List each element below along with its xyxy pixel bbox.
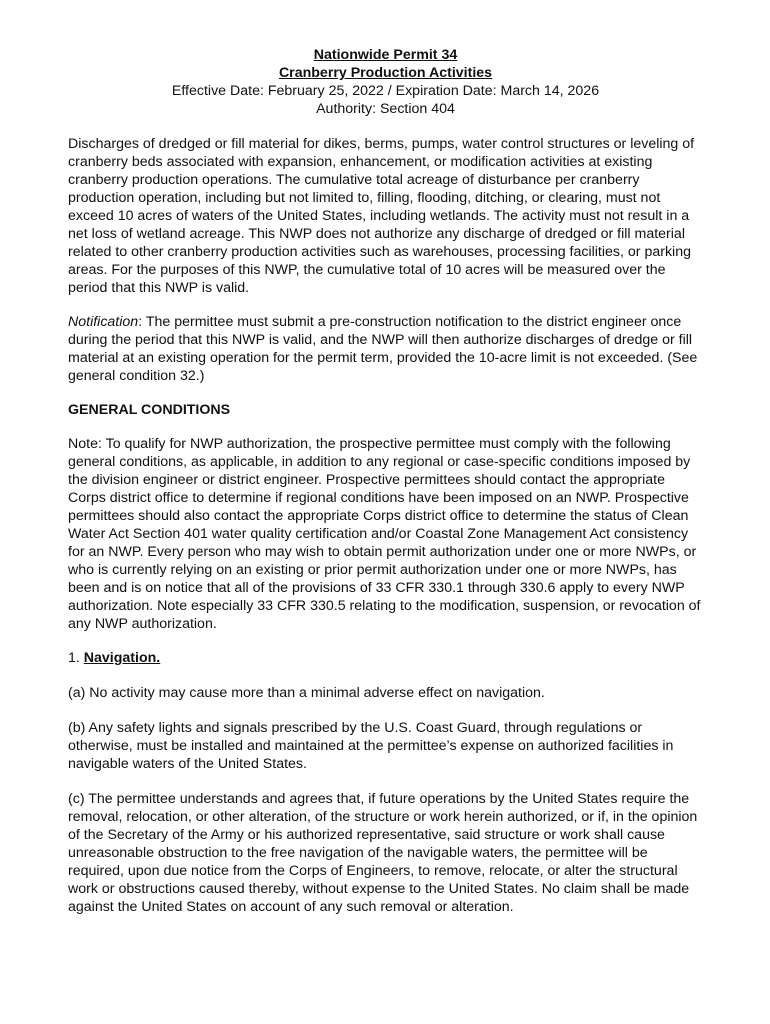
navigation-number: 1. [68,650,84,666]
permit-title: Nationwide Permit 34 [313,47,458,63]
notification-paragraph [68,313,703,385]
permit-dates: Effective Date: February 25, 2022 / Expiration Date: March 14, 2026 [171,83,600,99]
notification-text: : The permittee must submit a pre-construction notification to the district engineer once during the period that this NWP is valid, and the NWP will then authorize discharges of dredge or fill material at an existing operation for the permit term, provided the 10-acre limit is not exceeded. (See general condition 32.) [68,314,698,384]
permit-header [68,46,703,118]
general-conditions-note: Note: To qualify for NWP authorization, the prospective permittee must comply with the following general conditions, as applicable, in addition to any regional or case-specific conditions imposed by the division engineer or district engineer. Prospective permittees should contact the appropriate Corps district office to determine if regional conditions have been imposed on an NWP. Prospective permittees should also contact the appropriate Corps district office to determine the status of Clean Water Act Section 401 water quality certification and/or Coastal Zone Management Act consistency for an NWP. Every person who may wish to obtain permit authorization under one or more NWPs, or who is currently relying on an existing or prior permit authorization under one or more NWPs, has been and is on notice that all of the provisions of 33 CFR 330.1 through 330.6 apply to every NWP authorization. Note especially 33 CFR 330.5 relating to the modification, suspension, or revocation of any NWP authorization. [68,436,701,632]
navigation-heading [68,649,703,667]
permit-authority: Authority: Section 404 [316,101,455,117]
navigation-condition-c: (c) The permittee understands and agrees that, if future operations by the United States require the removal, relocation, or other alteration, of the structure or work herein authorized, or if, in the opinion of the Secretary of the Army or his authorized representative, said structure or work shall cause unreasonable obstruction to the free navigation of the navigable waters, the permittee will be required, upon due notice from the Corps of Engineers, to remove, relocate, or alter the structural work or obstructions caused thereby, without expense to the United States. No claim shall be made against the United States on account of any such removal or alteration. [68,791,698,915]
navigation-condition-b: (b) Any safety lights and signals prescribed by the U.S. Coast Guard, through regulations or otherwise, must be installed and maintained at the permittee’s expense on authorized facilities in navigable waters of the United States. [68,720,674,772]
general-conditions-heading: GENERAL CONDITIONS [68,402,231,418]
permit-description: Discharges of dredged or fill material for dikes, berms, pumps, water control structures or leveling of cranberry beds associated with expansion, enhancement, or modification activities at existing cranberry production operations. The cumulative total acreage of disturbance per cranberry production operation, including but not limited to, filling, flooding, ditching, or clearing, must not exceed 10 acres of waters of the United States, including wetlands. The activity must not result in a net loss of wetland acreage. This NWP does not authorize any discharge of dredged or fill material related to other cranberry production activities such as warehouses, processing facilities, or parking areas. For the purposes of this NWP, the cumulative total of 10 acres will be measured over the period that this NWP is valid. [68,136,695,296]
permit-subtitle: Cranberry Production Activities [278,65,493,81]
navigation-title: Navigation. [83,650,161,666]
navigation-condition-a: (a) No activity may cause more than a minimal adverse effect on navigation. [68,685,545,701]
document-page [68,46,703,916]
notification-label: Notification [68,314,139,330]
